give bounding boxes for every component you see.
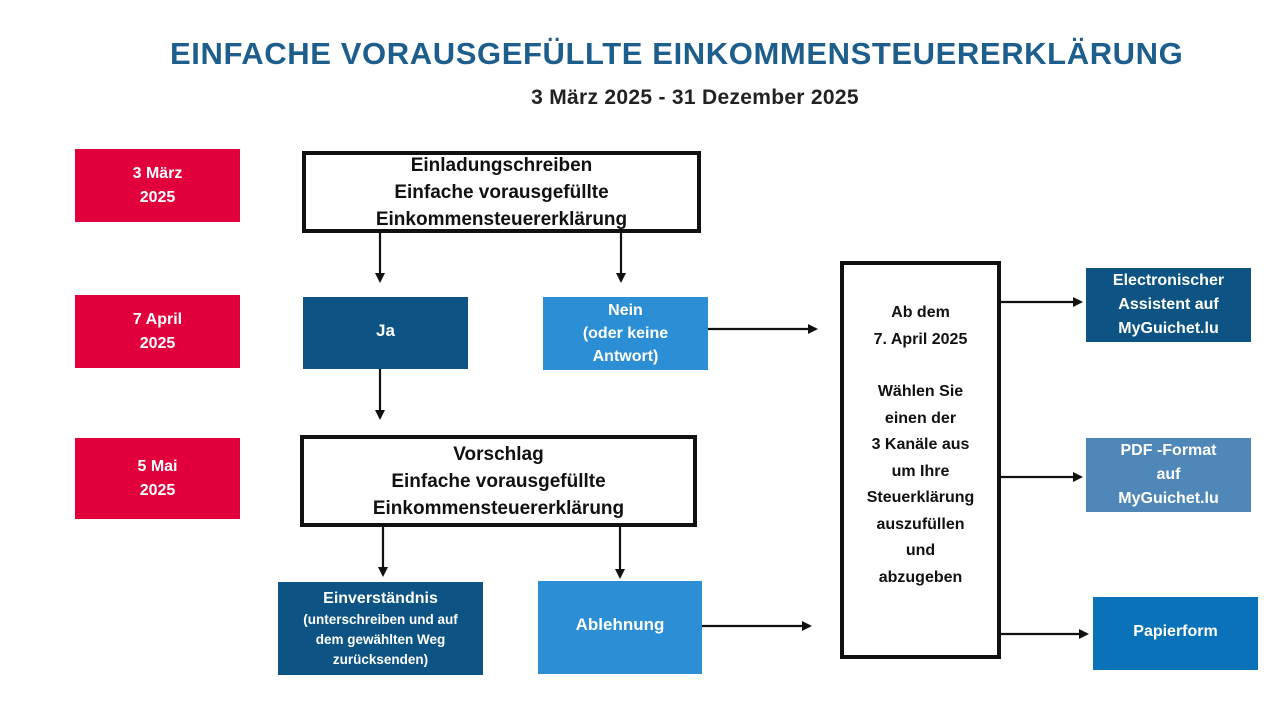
channels-info-line-2: 7. April 2025 — [873, 330, 968, 348]
date-march-day: 3 März — [132, 164, 183, 182]
invitation-line-1: Einladungschreiben — [410, 154, 593, 176]
channels-info-line-9: und — [905, 542, 936, 559]
no-line-1: Nein — [608, 302, 643, 319]
yes-label: Ja — [376, 321, 395, 340]
date-may-day: 5 Mai — [137, 457, 178, 475]
invitation-line-3: Einkommensteuererklärung — [375, 208, 628, 230]
pdf-line-2: auf — [1156, 466, 1181, 483]
assistant-line-1: Electronischer — [1112, 272, 1225, 289]
invitation-line-2: Einfache vorausgefüllte — [394, 181, 609, 203]
paper-label: Papierform — [1133, 622, 1218, 640]
agreement-line-2: (unterschreiben und auf — [303, 612, 458, 627]
date-april-day: 7 April — [132, 310, 183, 328]
page-subtitle: 3 März 2025 - 31 Dezember 2025 — [531, 86, 859, 109]
pdf-line-3: MyGuichet.lu — [1118, 490, 1219, 507]
rejection-label: Ablehnung — [575, 614, 665, 634]
agreement-line-1: Einverständnis — [323, 590, 438, 607]
channels-info-line-4: einen der — [884, 409, 957, 427]
channels-info-line-8: auszufüllen — [876, 515, 965, 533]
channels-info-line-3: Wählen Sie — [877, 383, 964, 400]
date-march-year: 2025 — [139, 188, 176, 206]
proposal-line-2: Einfache vorausgefüllte — [391, 470, 606, 492]
assistant-line-2: Assistent auf — [1118, 296, 1219, 313]
channels-info-line-10: abzugeben — [878, 568, 963, 586]
channels-info-line-5: 3 Kanäle aus — [871, 436, 970, 453]
assistant-line-3: MyGuichet.lu — [1118, 320, 1219, 337]
proposal-line-1: Vorschlag — [453, 443, 544, 465]
page-title: EINFACHE VORAUSGEFÜLLTE EINKOMMENSTEUERERKLÄRUNG — [170, 36, 1184, 71]
date-may-year: 2025 — [139, 481, 176, 499]
pdf-line-1: PDF -Format — [1120, 442, 1217, 459]
channels-info-line-7: Steuerklärung — [866, 489, 975, 506]
proposal-line-3: Einkommensteuererklärung — [372, 497, 625, 519]
agreement-line-4: zurücksenden) — [332, 652, 429, 667]
no-line-2: (oder keine — [582, 325, 669, 342]
no-line-3: Antwort) — [592, 348, 659, 365]
agreement-line-3: dem gewählten Weg — [315, 632, 446, 647]
channels-info-line-6: um Ihre — [891, 462, 950, 480]
channels-info-line-1: Ab dem — [891, 304, 950, 321]
date-april-year: 2025 — [139, 334, 176, 352]
